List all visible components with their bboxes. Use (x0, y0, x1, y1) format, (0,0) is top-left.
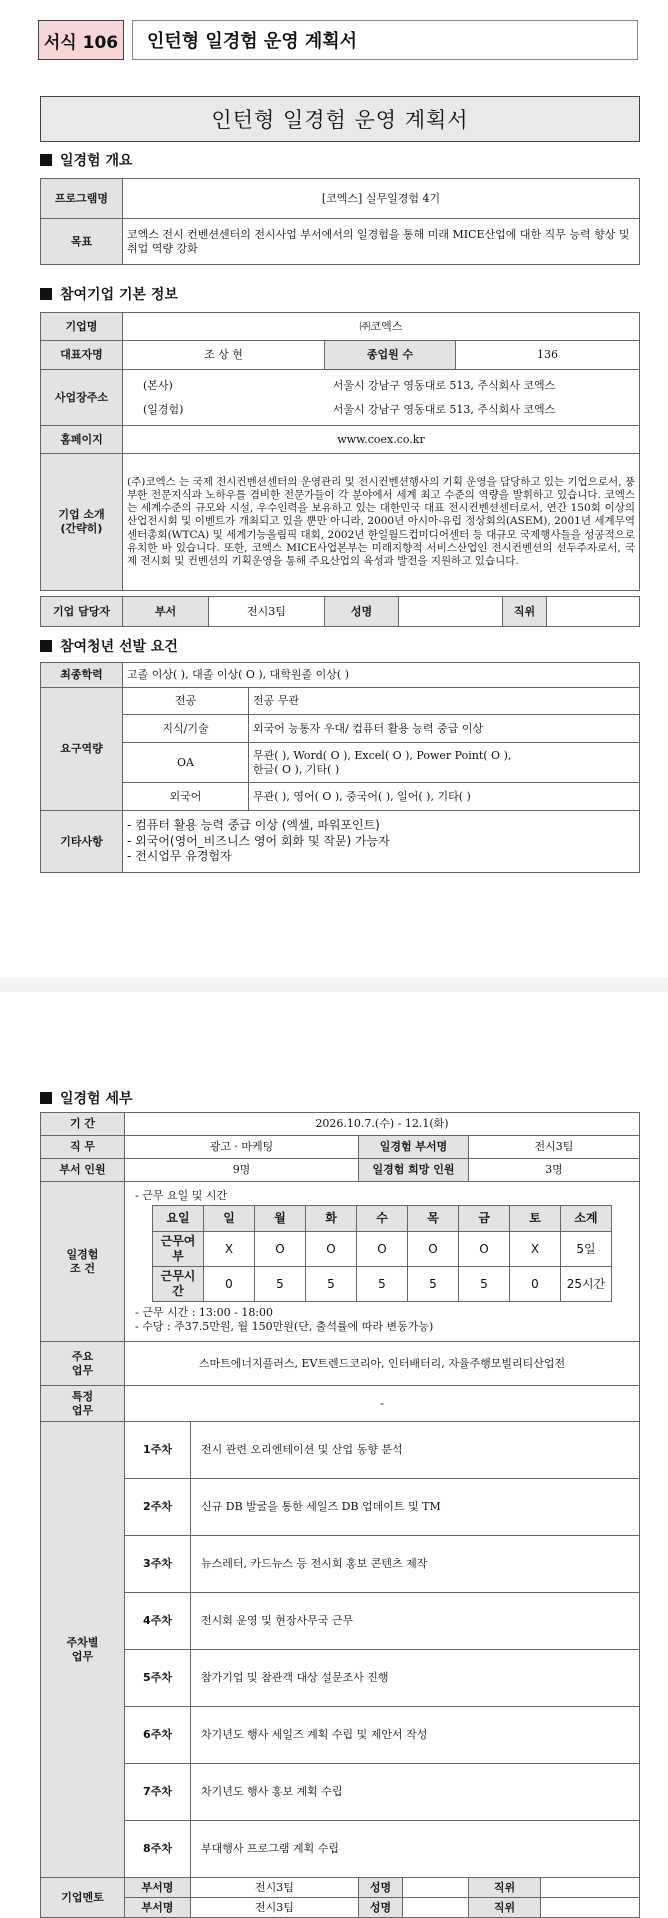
address-value (123, 370, 640, 426)
square-bullet-icon (40, 1092, 52, 1104)
page-2 (0, 992, 668, 1918)
job-label: 직 무 (41, 1136, 125, 1159)
work-schedule-table (152, 1205, 612, 1302)
conditions-value (125, 1182, 640, 1342)
goal-value: 코엑스 전시 컨벤션센터의 전시사업 부서에서의 일경험을 통해 미래 MICE산업에 대한 직무 능력 향상 및 취업 역량 강화 (123, 219, 640, 265)
week-label: 8주차 (125, 1821, 191, 1878)
major-value: 전공 무관 (249, 688, 640, 715)
week-task: 전시 관련 오리엔테이션 및 산업 동향 분석 (191, 1422, 640, 1479)
week-label: 6주차 (125, 1707, 191, 1764)
schedule-cell: 0 (510, 1267, 561, 1302)
employees-label: 종업원 수 (325, 341, 456, 370)
special-duties-value: - (125, 1386, 640, 1422)
competency-label: 요구역량 (41, 688, 123, 811)
form-number-badge: 서식 106 (38, 20, 124, 60)
schedule-cell: O (255, 1232, 306, 1267)
page-gap (0, 978, 668, 992)
manager-dept-value: 전시3팀 (209, 597, 325, 627)
special-duties-label: 특정 업무 (41, 1386, 125, 1422)
section-heading-requirements: 참여청년 선발 요건 (40, 636, 178, 656)
skill-value: 외국어 능통자 우대/ 컴퓨터 활용 능력 중급 이상 (249, 715, 640, 743)
address-label: 사업장주소 (41, 370, 123, 426)
ceo-label: 대표자명 (41, 341, 123, 370)
company-intro-label: 기업 소개 (간략히) (41, 454, 123, 591)
schedule-header: 수 (357, 1206, 408, 1232)
work-dept-value: 전시3팀 (469, 1136, 640, 1159)
main-duties-value: 스마트에너지플러스, EV트렌드코리아, 인터배터리, 자율주행모빌리티산업전 (125, 1342, 640, 1386)
schedule-cell: 5 (306, 1267, 357, 1302)
square-bullet-icon (40, 288, 52, 300)
manager-position-value (547, 597, 640, 627)
wanted-label: 일경험 희망 인원 (359, 1159, 469, 1182)
employees-value: 136 (456, 341, 640, 370)
schedule-cell: X (204, 1232, 255, 1267)
company-name-label: 기업명 (41, 313, 123, 341)
schedule-cell: 5일 (561, 1232, 612, 1267)
homepage-link[interactable]: www.coex.co.kr (123, 426, 640, 454)
schedule-header: 일 (204, 1206, 255, 1232)
program-name-value: [코엑스] 실무일경험 4기 (123, 179, 640, 219)
company-manager-table (40, 596, 640, 627)
manager-label: 기업 담당자 (41, 597, 123, 627)
week-label: 7주차 (125, 1764, 191, 1821)
week-task: 부대행사 프로그램 계획 수립 (191, 1821, 640, 1878)
schedule-cell: 5 (255, 1267, 306, 1302)
major-label: 전공 (123, 688, 249, 715)
mentor-name-value (403, 1878, 469, 1898)
period-label: 기 간 (41, 1113, 125, 1136)
staff-label: 부서 인원 (41, 1159, 125, 1182)
weekly-duties-label: 주차별 업무 (41, 1422, 125, 1878)
schedule-cell: O (459, 1232, 510, 1267)
work-time-text: - 근무 시간 : 13:00 - 18:00 (135, 1306, 274, 1320)
week-task: 신규 DB 발굴을 통한 세일즈 DB 업데이트 및 TM (191, 1479, 640, 1536)
week-label: 2주차 (125, 1479, 191, 1536)
mentor-position-label: 직위 (469, 1898, 541, 1918)
document-title: 인턴형 일경험 운영 계획서 (40, 96, 640, 142)
mentor-dept-label: 부서명 (125, 1898, 191, 1918)
section-heading-details: 일경험 세부 (40, 1088, 133, 1108)
wanted-value: 3명 (469, 1159, 640, 1182)
schedule-cell: 25시간 (561, 1267, 612, 1302)
address-work-line: (일경험) 서울시 강남구 영동대로 513, 주식회사 코엑스 (143, 403, 556, 416)
mentor-label: 기업멘토 (41, 1878, 125, 1918)
goal-label: 목표 (41, 219, 123, 265)
week-label: 1주차 (125, 1422, 191, 1479)
week-task: 차기년도 행사 홍보 계획 수립 (191, 1764, 640, 1821)
week-task: 뉴스레터, 카드뉴스 등 전시회 홍보 콘텐츠 제작 (191, 1536, 640, 1593)
square-bullet-icon (40, 640, 52, 652)
schedule-header: 소계 (561, 1206, 612, 1232)
homepage-label: 홈페이지 (41, 426, 123, 454)
language-label: 외국어 (123, 783, 249, 811)
schedule-cell: O (408, 1232, 459, 1267)
mentor-position-label: 직위 (469, 1878, 541, 1898)
schedule-header: 토 (510, 1206, 561, 1232)
language-value: 무관( ), 영어( O ), 중국어( ), 일어( ), 기타( ) (249, 783, 640, 811)
work-days-caption: - 근무 요일 및 시간 (135, 1189, 228, 1203)
etc-label: 기타사항 (41, 811, 123, 873)
mentor-name-label: 성명 (359, 1878, 403, 1898)
oa-value: 무관( ), Word( O ), Excel( O ), Power Point( O ), 한글( O ), 기타( ) (249, 743, 640, 783)
square-bullet-icon (40, 154, 52, 166)
manager-position-label: 직위 (503, 597, 547, 627)
manager-dept-label: 부서 (123, 597, 209, 627)
schedule-cell: 0 (204, 1267, 255, 1302)
skill-label: 지식/기술 (123, 715, 249, 743)
etc-item: - 외국어(영어_비즈니스 영어 회화 및 작문) 가능자 (127, 833, 390, 848)
education-value: 고졸 이상( ), 대졸 이상( O ), 대학원졸 이상( ) (123, 663, 640, 688)
mentor-name-label: 성명 (359, 1898, 403, 1918)
education-label: 최종학력 (41, 663, 123, 688)
mentor-dept-value: 전시3팀 (191, 1878, 359, 1898)
mentor-position-value (541, 1898, 640, 1918)
schedule-header: 요일 (153, 1206, 204, 1232)
staff-value: 9명 (125, 1159, 359, 1182)
week-task: 차기년도 행사 세일즈 계획 수립 및 제안서 작성 (191, 1707, 640, 1764)
schedule-cell: X (510, 1232, 561, 1267)
main-duties-label: 주요 업무 (41, 1342, 125, 1386)
manager-name-label: 성명 (325, 597, 399, 627)
program-name-label: 프로그램명 (41, 179, 123, 219)
week-label: 4주차 (125, 1593, 191, 1650)
company-table (40, 312, 640, 591)
conditions-label: 일경험 조 건 (41, 1182, 125, 1342)
mentor-dept-label: 부서명 (125, 1878, 191, 1898)
work-dept-label: 일경험 부서명 (359, 1136, 469, 1159)
schedule-header: 월 (255, 1206, 306, 1232)
week-label: 5주차 (125, 1650, 191, 1707)
schedule-cell: 5 (459, 1267, 510, 1302)
ceo-value: 조 상 현 (123, 341, 325, 370)
form-header (38, 20, 638, 60)
mentor-dept-value: 전시3팀 (191, 1898, 359, 1918)
schedule-cell: 5 (408, 1267, 459, 1302)
etc-item: - 전시업무 유경험자 (127, 849, 232, 864)
requirements-table (40, 662, 640, 873)
period-value: 2026.10.7.(수) - 12.1(화) (125, 1113, 640, 1136)
form-header-title: 인턴형 일경험 운영 계획서 (132, 20, 638, 60)
schedule-row-label: 근무시간 (153, 1267, 204, 1302)
schedule-cell: 5 (357, 1267, 408, 1302)
oa-label: OA (123, 743, 249, 783)
mentor-name-value (403, 1898, 469, 1918)
schedule-header: 화 (306, 1206, 357, 1232)
allowance-text: - 수당 : 주37.5만원, 월 150만원(단, 출석률에 따라 변동가능) (135, 1319, 434, 1333)
section-heading-overview: 일경험 개요 (40, 150, 133, 170)
mentor-position-value (541, 1878, 640, 1898)
week-task: 전시회 운영 및 현장사무국 근무 (191, 1593, 640, 1650)
week-label: 3주차 (125, 1536, 191, 1593)
manager-name-value (399, 597, 503, 627)
company-intro-text: (주)코엑스 는 국제 전시컨벤션센터의 운영관리 및 전시컨벤션행사의 기획 운영을 담당하고 있는 기업으로서, 풍부한 전문지식과 노하우를 겸비한 전문가들이 각 분야에서 세계 최고 수준의 역량을 발휘하고 있습니다. 코엑스는 세계수준의 규모와 시설, 우수인력을 보유하고 있는 대한민국 대표 전시컨벤션센터로서, 연간 150회 이상의 산업전시회 및 이벤트가 개최되고 있을 뿐만 아니라, 2000년 아시아-유럽 정상회의(ASEM), 2001년 세계무역센터총회(WTCA) 및 세계기능올림픽 대회, 2002년 한일월드컵미디어센터 등 대규모 국제행사들을 성공적으로 유치한 바 있습니다. 또한, 코엑스 MICE사업본부는 미래지향적 서비스산업인 전시컨벤션의 선두주자로서, 국제 전시회 및 컨벤션의 기획운영을 통해 주요산업의 육성과 발전을 지원하고 있습니다. (123, 454, 640, 591)
schedule-header: 목 (408, 1206, 459, 1232)
schedule-cell: O (357, 1232, 408, 1267)
company-name-value: ㈜코엑스 (123, 313, 640, 341)
etc-value (123, 811, 640, 873)
details-table (40, 1112, 640, 1918)
job-value: 광고 · 마케팅 (125, 1136, 359, 1159)
schedule-row-label: 근무여부 (153, 1232, 204, 1267)
week-task: 참가기업 및 참관객 대상 설문조사 진행 (191, 1650, 640, 1707)
overview-table (40, 178, 640, 265)
etc-item: - 컴퓨터 활용 능력 중급 이상 (엑셀, 파워포인트) (127, 818, 380, 833)
address-hq-line: (본사) 서울시 강남구 영동대로 513, 주식회사 코엑스 (143, 379, 556, 393)
section-heading-company: 참여기업 기본 정보 (40, 284, 178, 304)
schedule-cell: O (306, 1232, 357, 1267)
schedule-header: 금 (459, 1206, 510, 1232)
